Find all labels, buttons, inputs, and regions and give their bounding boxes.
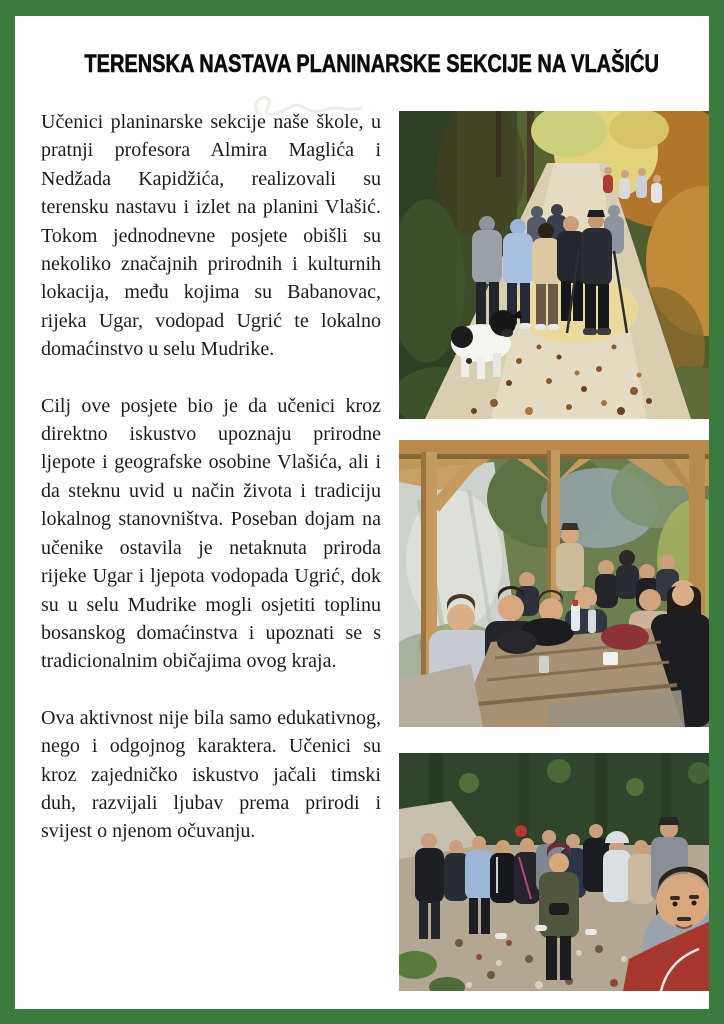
photo-gazebo-picnic — [399, 440, 715, 727]
hiking-trail-illustration — [399, 111, 715, 419]
group-selfie-illustration — [399, 753, 715, 991]
gazebo-picnic-illustration — [399, 440, 715, 727]
photo-hiking-trail — [399, 111, 715, 419]
photo-group-selfie — [399, 753, 715, 991]
article-text — [41, 108, 381, 874]
page-title: TERENSKA NASTAVA PLANINARSKE SEKCIJE NA VLAŠIĆU — [84, 50, 659, 78]
paragraph-intro: Učenici planinarske sekcije naše škole, u pratnji profesora Almira Maglića i Nedžada Kapidžića, realizovali su terensku nastavu i izlet na planini Vlašić. Tokom jednodnevne posjete obišli su nekoliko značajnih prirodnih i kulturnih lokacija, među kojima su Babanovac, rijeka Ugar, vodopad Ugrić te lokalno domaćinstvo u selu Mudrike. — [41, 111, 381, 361]
paragraph-conclusion: Ova aktivnost nije bila samo edukativnog, nego i odgojnog karaktera. Učenici su kroz zajedničko iskustvo jačali timski duh, razvijali ljubav prema prirodi i svijest o njenom očuvanju. — [41, 706, 381, 843]
paragraph-goal: Cilj ove posjete bio je da učenici kroz direktno iskustvo upoznaju prirodne ljepote i geografske osobine Vlašića, ali i da steknu uvid u način života i tradiciju lokalnog stanovništva. Poseban dojam na učenike ostavila je netaknuta priroda rijeke Ugar i ljepota vodopada Ugrić, dok su u selu Mudrike mogli osjetiti toplinu bosanskog domaćinstva i upoznati se s tradicionalnim običajima ovog kraja. — [41, 394, 381, 673]
